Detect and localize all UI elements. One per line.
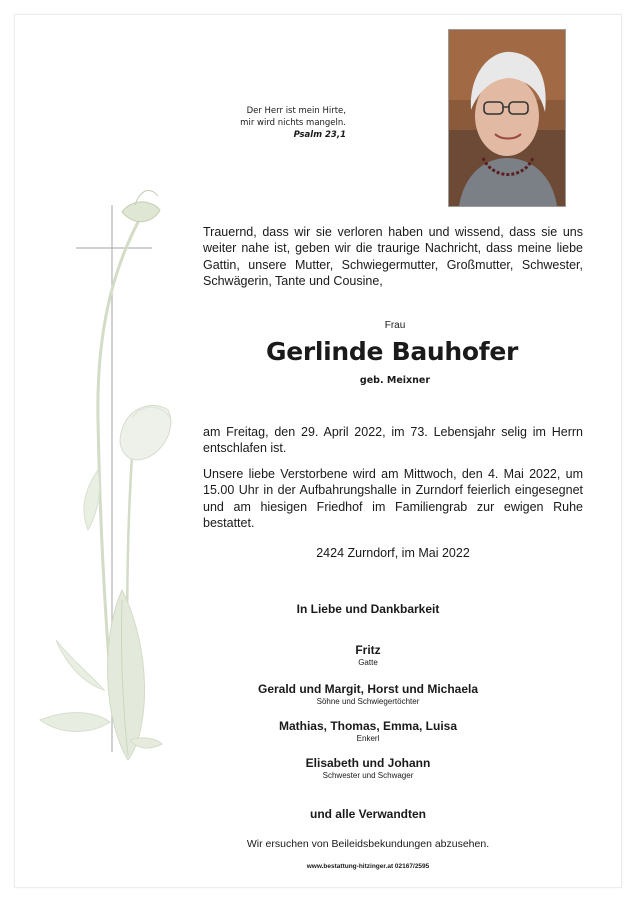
mourner-relation: Schwester und Schwager	[322, 771, 414, 780]
psalm-quote	[200, 105, 346, 141]
quote-reference: Psalm 23,1	[293, 130, 346, 140]
quote-line-2: mir wird nichts mangeln.	[240, 118, 346, 128]
footer-contact: www.bestattung-hitzinger.at 02167/2595	[306, 863, 430, 870]
closing-line: In Liebe und Dankbarkeit	[296, 602, 440, 616]
place-date: 2424 Zurndorf, im Mai 2022	[316, 546, 470, 560]
mourner-names: Fritz	[355, 643, 381, 657]
birth-name: geb. Meixner	[359, 375, 431, 386]
salutation: Frau	[384, 320, 406, 331]
condolence-note: Wir ersuchen von Beileidsbekundungen abzusehen.	[246, 838, 490, 850]
intro-paragraph: Trauernd, dass wir sie verloren haben und wissend, dass sie uns weiter nahe ist, geben wir die traurige Nachricht, dass meine liebe Gattin, unsere Mutter, Schwiegermutter, Großmutter, Schwester, Schwägerin, Tante und Cousine,	[203, 225, 583, 289]
mourner-names: Gerald und Margit, Horst und Michaela	[257, 682, 479, 696]
quote-line-1: Der Herr ist mein Hirte,	[246, 106, 346, 116]
mourner-names: Mathias, Thomas, Emma, Luisa	[278, 719, 458, 733]
mourner-relation: Söhne und Schwiegertöchter	[316, 697, 420, 706]
mourner-relation: Enkerl	[356, 734, 380, 743]
death-paragraph: am Freitag, den 29. April 2022, im 73. Lebensjahr selig im Herrn entschlafen ist.	[203, 425, 583, 456]
mourner-names: Elisabeth und Johann	[305, 756, 431, 770]
relatives-line: und alle Verwandten	[309, 807, 427, 821]
portrait-photo	[448, 29, 566, 207]
mourner-relation: Gatte	[358, 658, 378, 667]
funeral-paragraph: Unsere liebe Verstorbene wird am Mittwoch, den 4. Mai 2022, um 15.00 Uhr in der Aufbahrungshalle in Zurndorf feierlich eingesegnet und am hiesigen Friedhof im Familiengrab zur ewigen Ruhe bestattet.	[203, 467, 583, 531]
deceased-name: Gerlinde Bauhofer	[265, 337, 519, 366]
